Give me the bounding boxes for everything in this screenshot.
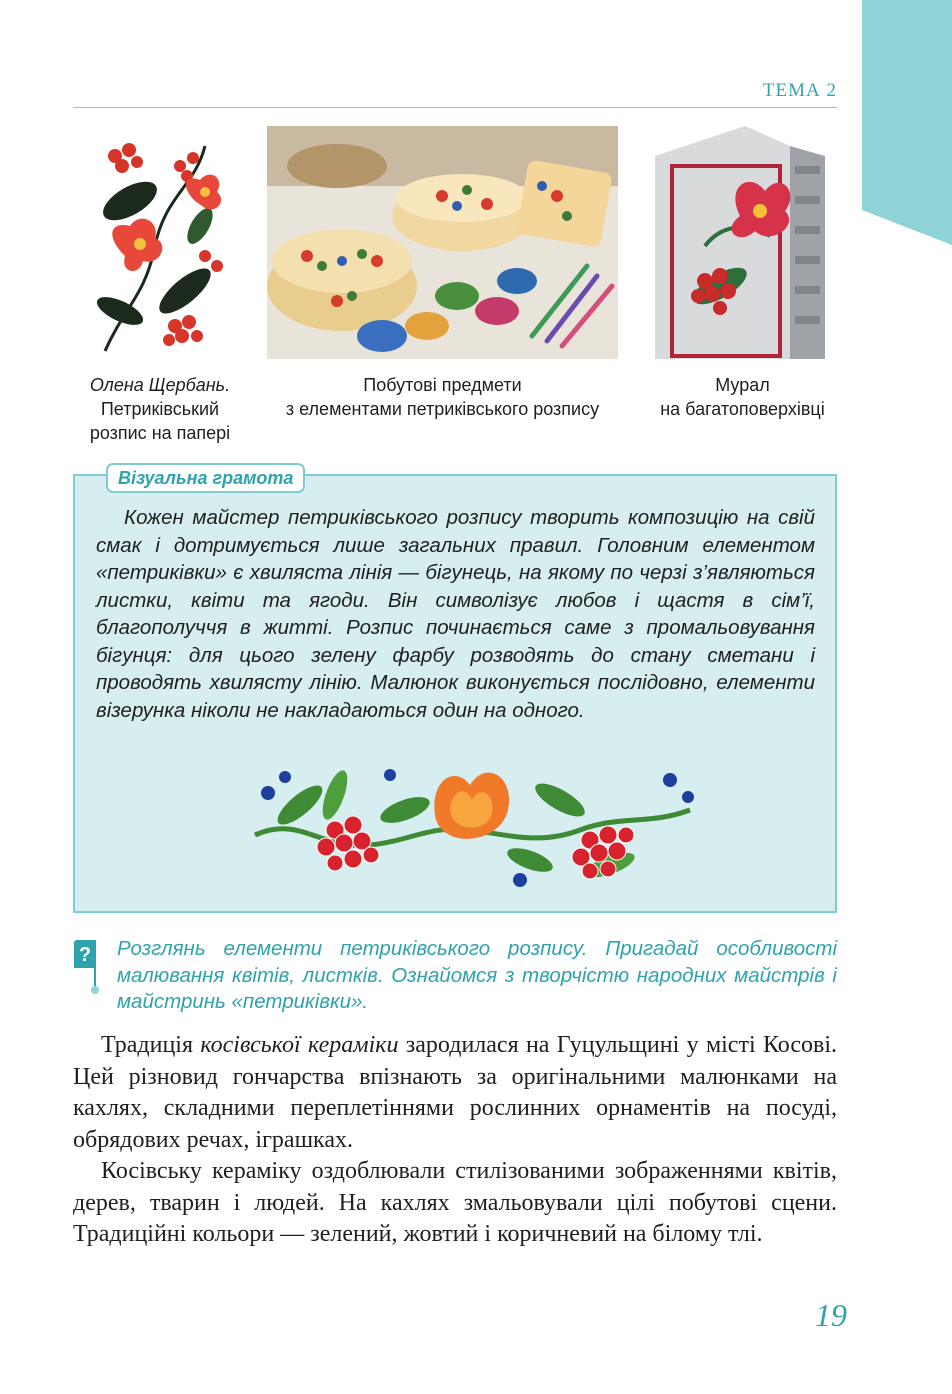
caption-line: Петриківський — [100, 399, 220, 419]
caption-line: на багатоповерхівці — [660, 399, 825, 419]
theme-label: ТЕМА 2 — [762, 80, 837, 101]
figure-caption-2 — [252, 373, 633, 421]
visual-literacy-title: Візуальна грамота — [106, 463, 305, 493]
household-items-image — [267, 126, 618, 359]
question-text: Розглянь елементи петриківського розпису. Пригадай особливості малювання квітів, листків. Ознайомся з творчістю народних майстрів і майстринь «петриківки». — [117, 937, 837, 1013]
question-dot — [90, 985, 100, 995]
body-text: зародилася на Гуцульщині у місті Косові. Цей різновид гончарства впізнають за оригінальними малюнками на кахлях, складними переплетіннями рослинних орнаментів на посуді, обрядових речах, іграшках. — [73, 1032, 838, 1153]
caption-line: з елементами петриківського розпису — [285, 399, 600, 419]
caption-line: розпис на папері — [89, 423, 231, 443]
question-icon — [74, 940, 96, 968]
page-number: 19 — [815, 1297, 847, 1333]
body-paragraph-2: Косівську кераміку оздоблювали стилізованими зображеннями квітів, дерев, тварин і людей. На кахлях змальовували цілі побутові сцени. Традиційні кольори — зелений, жовтий і коричневий на білому тлі. — [73, 1158, 837, 1247]
petrykivka-ornament-image — [240, 755, 710, 905]
question-mark: ? — [78, 944, 92, 966]
figure-caption-1 — [60, 373, 260, 445]
visual-literacy-text: Кожен майстер петриківського розпису творить композицію на свій смак і дотримується лише загальних правил. Головним елементом «петриківки» є хвиляста лінія — бігунець, на якому по черзі з’являються листки, квіти та ягоди. Він символізує любов і щастя в сім’ї, благополуччя в житті. Розпис починається саме з промальовування бігунця: для цього зелену фарбу розводять до стану сметани і проводять хвилясту лінію. Малюнок виконується послідовно, елементи візерунка ніколи не накладаються один на одного. — [96, 506, 815, 722]
mural-image — [650, 126, 827, 359]
caption-line: Побутові предмети — [363, 375, 522, 395]
figure-caption-3 — [640, 373, 845, 421]
body-emphasis: косівської кераміки — [200, 1032, 399, 1058]
petrykivka-paper-image — [85, 126, 235, 361]
body-text: Традиція — [101, 1032, 201, 1058]
caption-author: Олена Щербань. — [89, 375, 231, 395]
corner-tab — [862, 0, 952, 245]
caption-line: Мурал — [715, 375, 770, 395]
header-rule — [73, 107, 837, 108]
body-paragraph-1 — [73, 1030, 837, 1156]
